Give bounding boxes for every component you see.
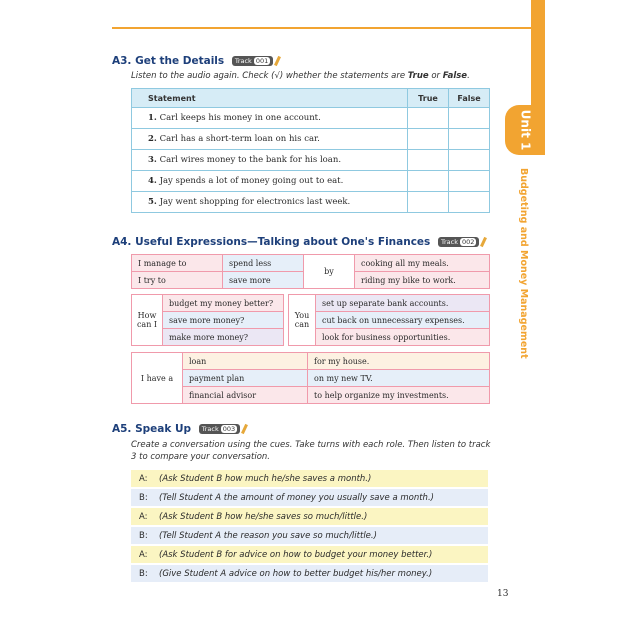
expressions-box-3: You can set up separate bank accounts. cut back on unnecessary expenses. look for business opportunities. (288, 294, 490, 346)
unit-title-side (508, 168, 538, 359)
track-badge[interactable]: Track 001 (232, 56, 273, 66)
track-badge[interactable]: Track 002 (438, 237, 479, 247)
dialogue-line: A: (Ask Student B how he/she saves so much/little.) (131, 508, 488, 525)
a3-instruction: Listen to the audio again. Check (√) whether the statements are True or False. (131, 71, 470, 81)
true-false-table (131, 88, 490, 213)
a5-heading: A5. Speak Up (112, 423, 192, 435)
expressions-box-4: I have a loan for my house. payment plan on my new TV. financial advisor to help organize my investments. (131, 352, 490, 404)
a5-instruction: Create a conversation using the cues. Take turns with each role. Then listen to track 3 to compare your conversation. (131, 440, 491, 462)
header-statement: Statement (132, 89, 408, 108)
table-row: 5. Jay went shopping for electronics last week. (132, 192, 490, 213)
false-checkbox[interactable] (449, 192, 490, 213)
top-rule (112, 27, 532, 29)
dialogue-line: A: (Ask Student B how much he/she saves a month.) (131, 470, 488, 487)
dialogue-line: A: (Ask Student B for advice on how to budget your money better.) (131, 546, 488, 563)
table-row: 3. Carl wires money to the bank for his loan. (132, 150, 490, 171)
pencil-icon (241, 424, 248, 434)
dialogue-line: B: (Give Student A advice on how to better budget his/her money.) (131, 565, 488, 582)
track-badge[interactable]: Track 003 (199, 424, 240, 434)
false-checkbox[interactable] (449, 129, 490, 150)
false-checkbox[interactable] (449, 171, 490, 192)
a5-heading-line (112, 423, 246, 435)
dialogue-line: B: (Tell Student A the amount of money you usually save a month.) (131, 489, 488, 506)
true-checkbox[interactable] (408, 108, 449, 129)
a3-heading: A3. Get the Details (112, 55, 225, 67)
table-row: 4. Jay spends a lot of money going out to eat. (132, 171, 490, 192)
true-checkbox[interactable] (408, 171, 449, 192)
dialogue-line: B: (Tell Student A the reason you save so much/little.) (131, 527, 488, 544)
expressions-box-1: I manage to spend less by cooking all my meals. I try to save more riding my bike to work. (131, 254, 490, 289)
true-checkbox[interactable] (408, 150, 449, 171)
false-checkbox[interactable] (449, 108, 490, 129)
false-checkbox[interactable] (449, 150, 490, 171)
unit-title: Budgeting and Money Management (518, 168, 529, 359)
unit-label: Unit 1 (518, 109, 533, 151)
header-true: True (408, 89, 449, 108)
a4-heading: A4. Useful Expressions—Talking about One's Finances (112, 236, 431, 248)
a3-heading-line (112, 55, 279, 67)
a4-heading-line (112, 236, 485, 248)
header-false: False (449, 89, 490, 108)
table-row: 2. Carl has a short-term loan on his car. (132, 129, 490, 150)
true-checkbox[interactable] (408, 192, 449, 213)
pencil-icon (274, 56, 281, 66)
table-row: 1. Carl keeps his money in one account. (132, 108, 490, 129)
page-number: 13 (497, 589, 509, 599)
expressions-box-2: How can I budget my money better? save more money? make more money? (131, 294, 284, 346)
pencil-icon (480, 237, 487, 247)
true-checkbox[interactable] (408, 129, 449, 150)
unit-tab (505, 105, 545, 155)
